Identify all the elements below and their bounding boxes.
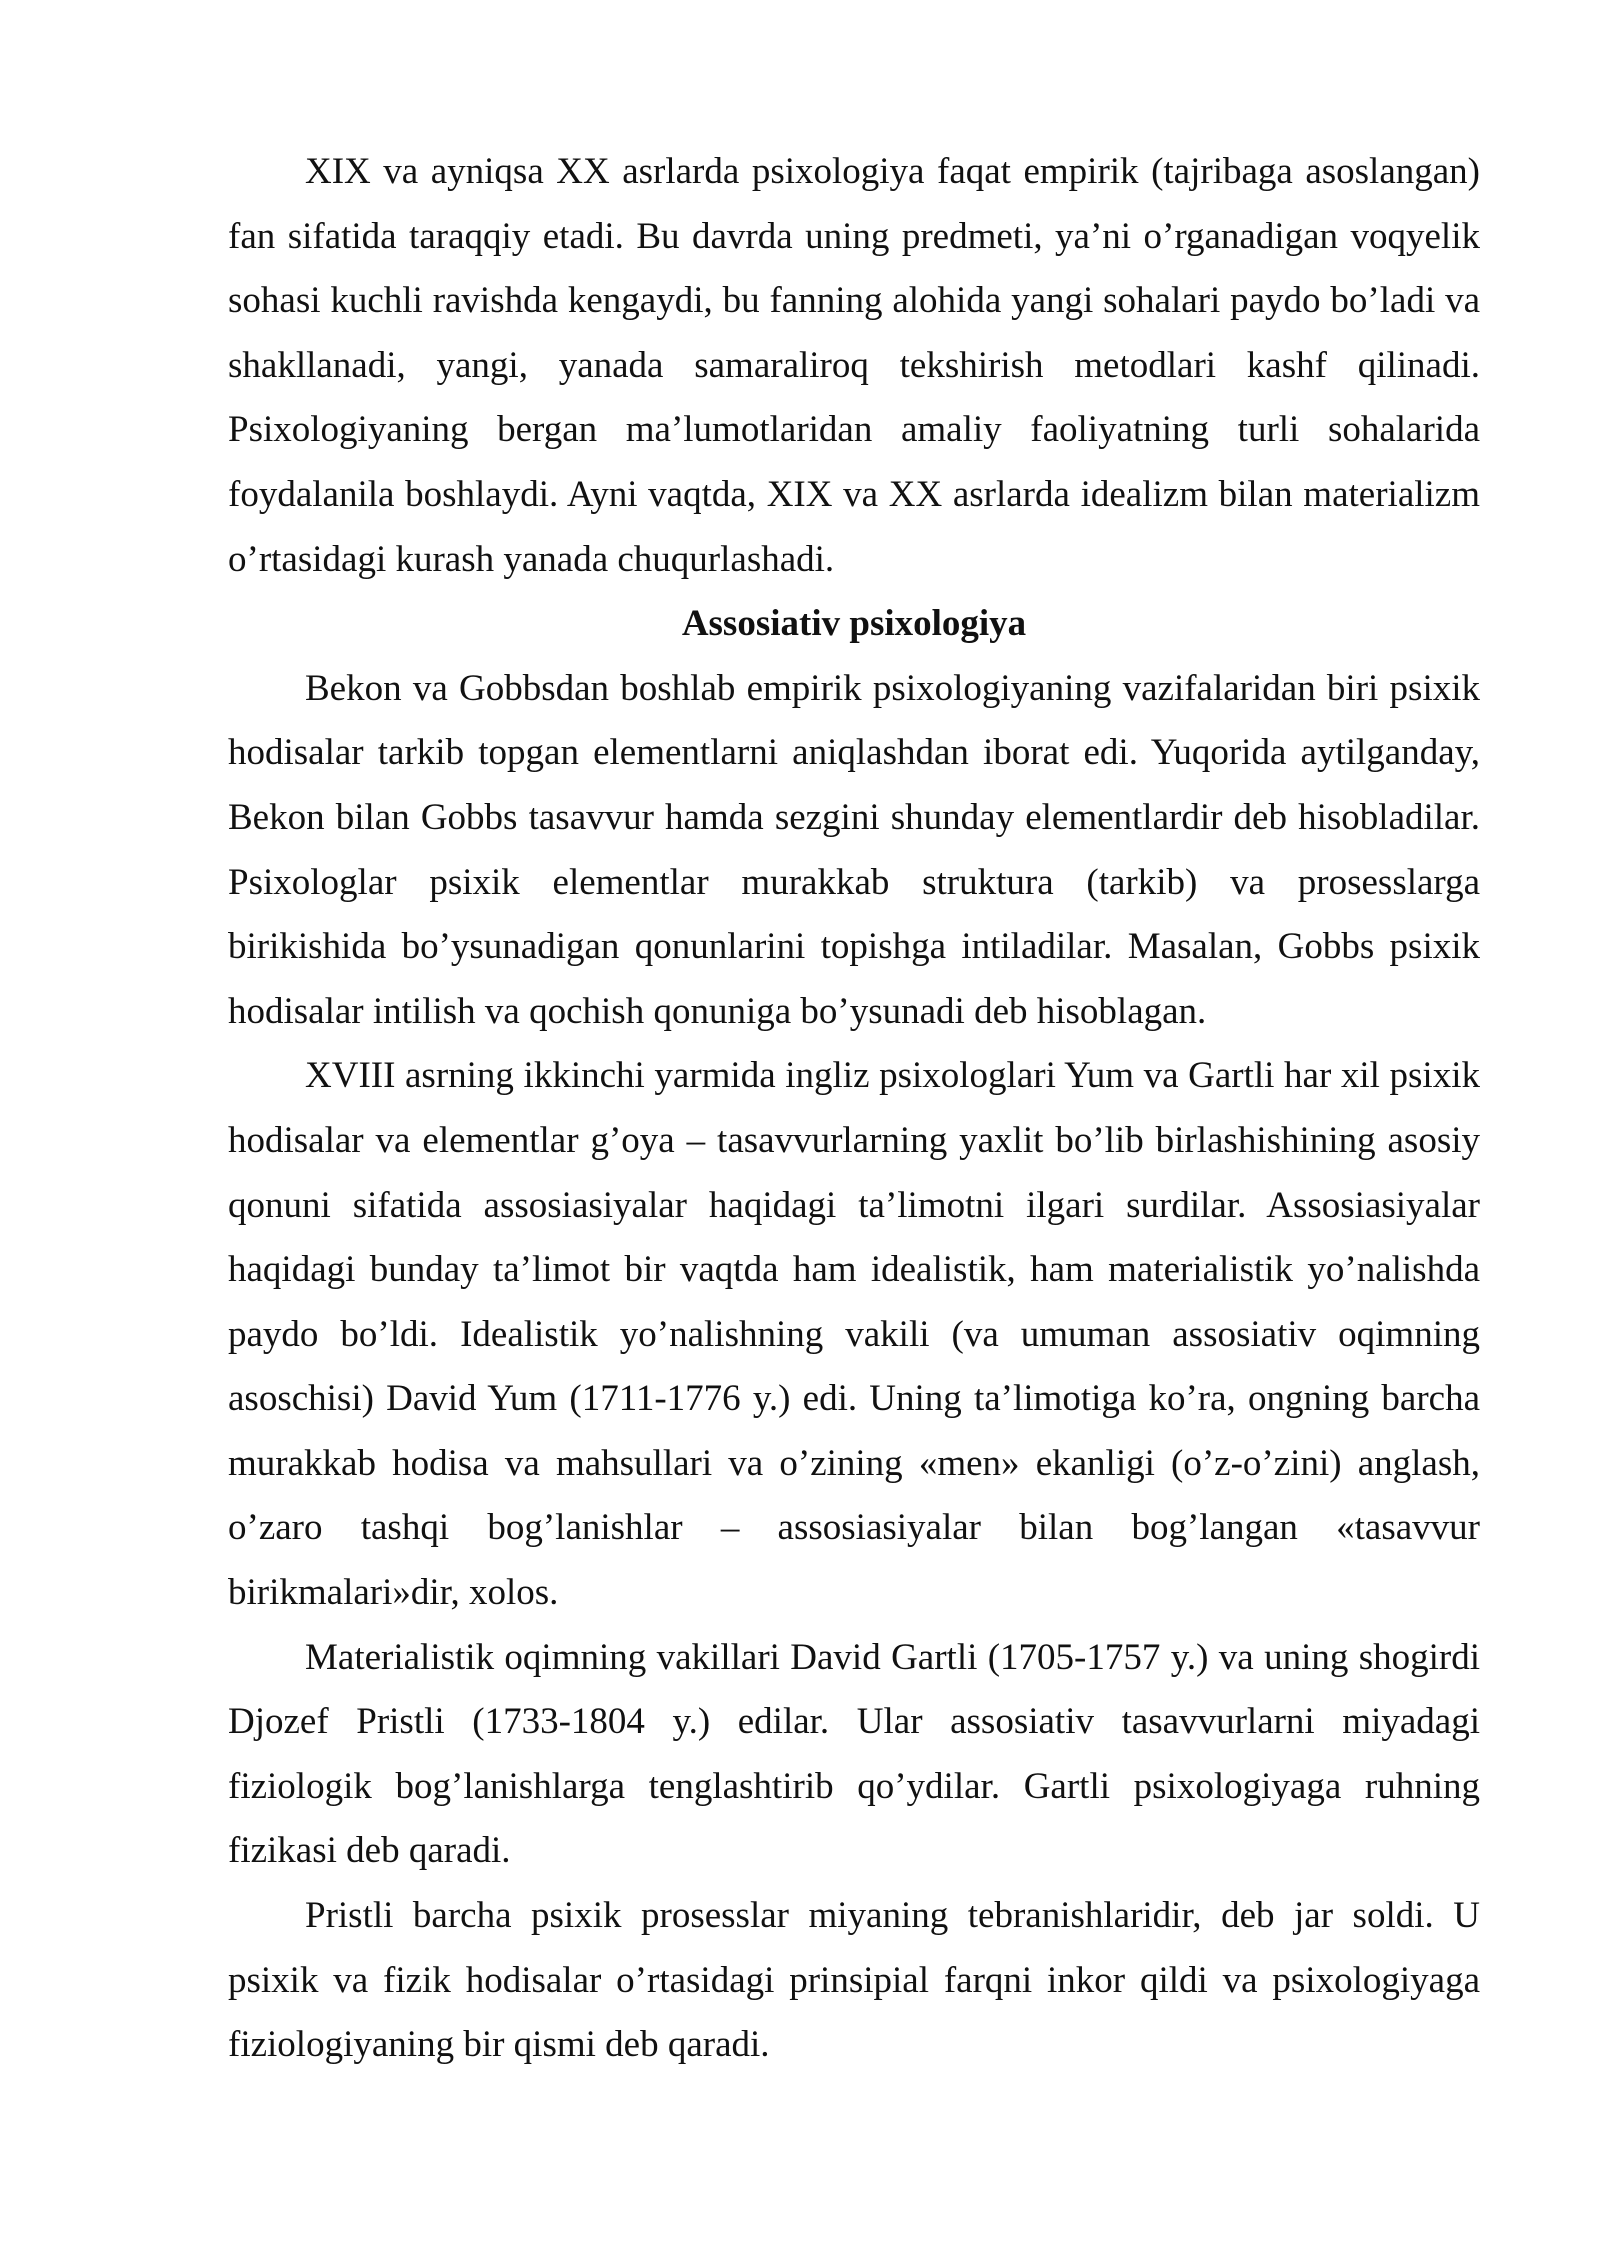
paragraph-yum-gartli: XVIII asrning ikkinchi yarmida ingliz psixologlari Yum va Gartli har xil psixik hodisalar va elementlar g’oya – tasavvurlarning yaxlit bo’lib birlashishining asosiy qonuni sifatida assosiasiyalar haqidagi ta’limotni ilgari surdilar. Assosiasiyalar haqidagi bunday ta’limot bir vaqtda ham idealistik, ham materialistik yo’nalishda paydo bo’ldi. Idealistik yo’nalishning vakili (va umuman assosiativ oqimning asoschisi) David Yum (1711-1776 y.) edi. Uning ta’limotiga ko’ra, ongning barcha murakkab hodisa va mahsullari va o’zining «men» ekanligi (o’z-o’zini) anglash, o’zaro tashqi bog’lanishlar – assosiasiyalar bilan bog’langan «tasavvur birikmalari»dir, xolos. [228, 1055, 1480, 1614]
paragraph-materialistik: Materialistik oqimning vakillari David Gartli (1705-1757 y.) va uning shogirdi Djozef Pristli (1733-1804 y.) edilar. Ular assosiativ tasavvurlarni miyadagi fiziologik bog’lanishlarga tenglashtirib qo’ydilar. Gartli psixologiyaga ruhning fizikasi deb qaradi. [228, 1636, 1480, 1872]
paragraph-bekon-gobbs: Bekon va Gobbsdan boshlab empirik psixologiyaning vazifalaridan biri psixik hodisalar tarkib topgan elementlarni aniqlashdan iborat edi. Yuqorida aytilganday, Bekon bilan Gobbs tasavvur hamda sezgini shunday elementlardir deb hisobladilar. Psixologlar psixik elementlar murakkab struktura (tarkib) va prosesslarga birikishida bo’ysunadigan qonunlarini topishga intiladilar. Masalan, Gobbs psixik hodisalar intilish va qochish qonuniga bo’ysunadi deb hisoblagan. [228, 667, 1480, 1032]
document-page [228, 140, 1480, 2078]
paragraph-intro: XIX va ayniqsa XX asrlarda psixologiya faqat empirik (tajribaga asoslangan) fan sifatida taraqqiy etadi. Bu davrda uning predmeti, ya’ni o’rganadigan voqyelik sohasi kuchli ravishda kengaydi, bu fanning alohida yangi sohalari paydo bo’ladi va shakllanadi, yangi, yanada samaraliroq tekshirish metodlari kashf qilinadi. Psixologiyaning bergan ma’lumotlaridan amaliy faoliyatning turli sohalarida foydalanila boshlaydi. Ayni vaqtda, XIX va XX asrlarda idealizm bilan materializm o’rtasidagi kurash yanada chuqurlashadi. [228, 151, 1480, 580]
paragraph-pristli: Pristli barcha psixik prosesslar miyaning tebranishlaridir, deb jar soldi. U psixik va fizik hodisalar o’rtasidagi prinsipial farqni inkor qildi va psixologiyaga fiziologiyaning bir qismi deb qaradi. [228, 1895, 1480, 2066]
section-heading: Assosiativ psixologiya [681, 603, 1027, 645]
